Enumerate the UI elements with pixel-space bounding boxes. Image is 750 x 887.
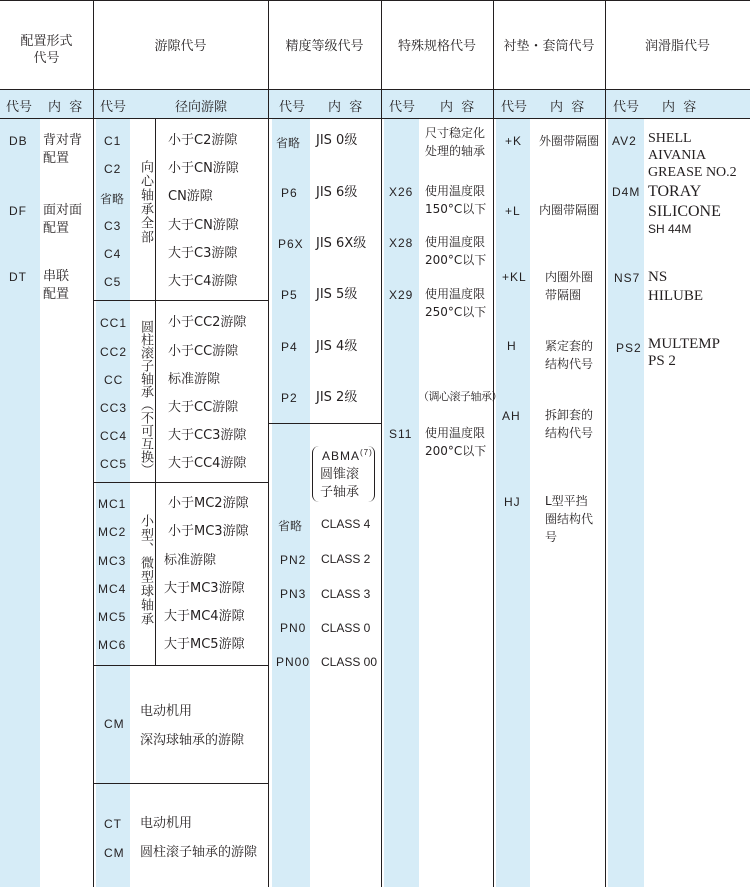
cyl-text-2: 标准游隙 (168, 372, 221, 387)
abma-sup: (7) (360, 448, 373, 457)
cyl-code-2: CC (104, 373, 124, 387)
grease-text-2: NS HILUBE (648, 269, 703, 304)
sub-code-3: 代号 (279, 100, 306, 115)
spec-text-3: 使用温度限 250°C以下 (425, 287, 487, 319)
sub-code-6: 代号 (613, 100, 640, 115)
sub-content-4: 内 容 (440, 100, 475, 115)
grease-code-0: AV2 (612, 134, 637, 148)
header-config: 配置形式 代号 (20, 34, 73, 66)
grease-text-1: TORAY SILICONE (648, 183, 721, 220)
prec-code-2: P6X (278, 237, 304, 251)
divider-3 (381, 0, 382, 887)
abma-line1 (322, 448, 373, 463)
prec-code-1: P6 (281, 186, 298, 200)
clr-text-5: 大于C4游隙 (168, 274, 238, 289)
mini-code-1: MC2 (98, 525, 127, 539)
prec-code-0: 省略 (276, 136, 301, 150)
sub-content-1: 内 容 (48, 100, 83, 115)
spec-code-5: S11 (389, 427, 413, 441)
header-special: 特殊规格代号 (397, 39, 476, 54)
shim-code-5: HJ (504, 495, 521, 509)
cyl-code-4: CC4 (100, 429, 128, 443)
clearance-rule-2 (93, 482, 268, 483)
mini-text-5: 大于MC5游隙 (164, 637, 245, 652)
clr-code-c2: C2 (104, 162, 122, 176)
cyl-code-1: CC2 (100, 345, 128, 359)
abma-code-4: PN00 (276, 655, 311, 669)
config-code-dt: DT (9, 270, 27, 284)
cyl-text-5: 大于CC4游隙 (168, 456, 247, 471)
abma-bracket-left (312, 446, 319, 502)
divider-1 (93, 0, 94, 887)
cm-code: CM (104, 717, 125, 731)
clr-text-1: 小于CN游隙 (168, 161, 239, 176)
prec-code-5: P2 (281, 391, 298, 405)
cyl-text-3: 大于CC游隙 (168, 400, 239, 415)
shim-code-3: H (507, 339, 517, 353)
shim-text-0: 外圈带隔圈 (539, 134, 600, 148)
grease-code-2: NS7 (614, 271, 641, 285)
shim-text-2: 内圈外圈 带隔圈 (545, 270, 594, 302)
shim-code-1: +L (505, 204, 521, 218)
abma-code-1: PN2 (280, 553, 307, 567)
sub-content-5: 内 容 (550, 100, 585, 115)
ct-code-2: CM (104, 846, 125, 860)
clearance-rule-1 (93, 300, 268, 301)
band-config-code (0, 118, 40, 887)
clearance-inner-divider (155, 118, 156, 665)
subheader-rule (0, 118, 750, 119)
spec-code-2: X28 (389, 236, 414, 250)
spec-code-1: X26 (389, 185, 414, 199)
mini-code-4: MC5 (98, 610, 127, 624)
prec-text-4: JIS 4级 (316, 339, 358, 354)
prec-code-3: P5 (281, 288, 298, 302)
clr-text-3: 大于CN游隙 (168, 218, 239, 233)
spec-text-4: （调心滚子轴承） (418, 390, 502, 403)
mini-label: 小型、微型球轴承 (138, 514, 153, 626)
sub-code-4: 代号 (389, 100, 416, 115)
clr-text-0: 小于C2游隙 (168, 133, 238, 148)
prec-text-1: JIS 6级 (316, 185, 358, 200)
shim-code-2: +KL (502, 270, 527, 284)
shim-text-3: 紧定套的 结构代号 (545, 339, 594, 371)
grease-text-3: MULTEMP PS 2 (648, 336, 720, 369)
abma-code-2: PN3 (280, 587, 307, 601)
band-precision-code (272, 118, 310, 887)
grease-text-0: SHELL AIVANIA GREASE NO.2 (648, 131, 737, 180)
clr-code-c5: C5 (104, 275, 122, 289)
grease-text-1b: SH 44M (648, 222, 692, 236)
band-special-code (384, 118, 419, 887)
cyl-code-5: CC5 (100, 457, 128, 471)
spec-text-0: 尺寸稳定化 处理的轴承 (425, 126, 486, 158)
mini-code-0: MC1 (98, 497, 127, 511)
clearance-rule-3 (93, 665, 268, 666)
top-rule (0, 0, 750, 1)
spec-text-2: 使用温度限 200°C以下 (425, 235, 487, 267)
config-code-df: DF (9, 204, 27, 218)
prec-text-3: JIS 5级 (316, 287, 358, 302)
mini-text-3: 大于MC3游隙 (164, 581, 245, 596)
cyl-code-3: CC3 (100, 401, 128, 415)
divider-5 (605, 0, 606, 887)
divider-4 (493, 0, 494, 887)
abma-text-2: CLASS 3 (321, 587, 371, 601)
spec-text-1: 使用温度限 150°C以下 (425, 184, 487, 216)
cyl-text-4: 大于CC3游隙 (168, 428, 247, 443)
precision-rule (268, 423, 381, 424)
clr-label-radial: 向心轴承全部 (138, 160, 153, 244)
clr-code-c4: C4 (104, 247, 122, 261)
abma-line3: 子轴承 (320, 485, 360, 500)
sub-content-3: 内 容 (328, 100, 363, 115)
shim-code-4: AH (502, 409, 521, 423)
config-text-df: 面对面 配置 (43, 203, 83, 236)
ct-text-1: 电动机用 (140, 816, 193, 831)
ct-code-1: CT (104, 817, 122, 831)
shim-code-0: +K (505, 134, 523, 148)
prec-text-2: JIS 6X级 (316, 236, 367, 251)
header-grease: 润滑脂代号 (644, 39, 710, 54)
spec-code-3: X29 (389, 288, 414, 302)
abma-text-1: CLASS 2 (321, 552, 371, 566)
sub-code-5: 代号 (501, 100, 528, 115)
cyl-text-1: 小于CC游隙 (168, 344, 239, 359)
clr-text-4: 大于C3游隙 (168, 246, 238, 261)
header-clearance: 游隙代号 (154, 39, 207, 54)
grease-code-1: D4M (612, 185, 641, 199)
prec-text-5: JIS 2级 (316, 390, 358, 405)
config-code-db: DB (9, 134, 28, 148)
clr-code-c1: C1 (104, 134, 122, 148)
clr-code-omit: 省略 (100, 192, 125, 206)
spec-text-5: 使用温度限 200°C以下 (425, 426, 487, 458)
sub-code-2: 代号 (100, 100, 127, 115)
abma-code-0: 省略 (278, 519, 303, 533)
mini-text-1: 小于MC3游隙 (168, 524, 249, 539)
shim-text-1: 内圈带隔圈 (539, 203, 600, 217)
abma-text-4: CLASS 00 (321, 655, 378, 669)
cyl-code-0: CC1 (100, 316, 128, 330)
prec-code-4: P4 (281, 340, 298, 354)
divider-2 (268, 0, 269, 887)
abma-code-3: PN0 (280, 621, 307, 635)
cyl-text-0: 小于CC2游隙 (168, 315, 247, 330)
shim-text-5: L型平挡 圈结构代 号 (545, 494, 594, 544)
mini-code-2: MC3 (98, 554, 127, 568)
abma-text-3: CLASS 0 (321, 621, 371, 635)
mini-text-2: 标准游隙 (164, 553, 217, 568)
clr-code-c3: C3 (104, 219, 122, 233)
mini-code-3: MC4 (98, 582, 127, 596)
abma-text-0: CLASS 4 (321, 517, 371, 531)
header-rule (0, 89, 750, 90)
grease-code-3: PS2 (616, 341, 642, 355)
ct-text-2: 圆柱滚子轴承的游隙 (140, 845, 258, 860)
config-text-dt: 串联 配置 (43, 269, 70, 302)
sub-radial: 径向游隙 (175, 100, 228, 115)
clr-text-2: CN游隙 (168, 189, 213, 204)
cm-text-2: 深沟球轴承的游隙 (140, 733, 245, 748)
prec-text-0: JIS 0级 (316, 133, 358, 148)
sub-content-6: 内 容 (662, 100, 697, 115)
cm-text-1: 电动机用 (140, 704, 193, 719)
clearance-rule-4 (93, 783, 268, 784)
mini-text-0: 小于MC2游隙 (168, 496, 249, 511)
abma-label: ABMA (322, 449, 361, 463)
config-text-db: 背对背 配置 (43, 133, 83, 166)
header-precision: 精度等级代号 (285, 39, 364, 54)
mini-text-4: 大于MC4游隙 (164, 609, 245, 624)
mini-code-5: MC6 (98, 638, 127, 652)
band-grease-code (608, 118, 644, 887)
sub-code-1: 代号 (6, 100, 33, 115)
shim-text-4: 拆卸套的 结构代号 (545, 408, 594, 440)
header-shim: 衬垫・套筒代号 (503, 39, 595, 54)
abma-line2: 圆锥滚 (320, 467, 360, 482)
cyl-label: 圆柱滚子轴承（不可互换） (138, 320, 153, 476)
